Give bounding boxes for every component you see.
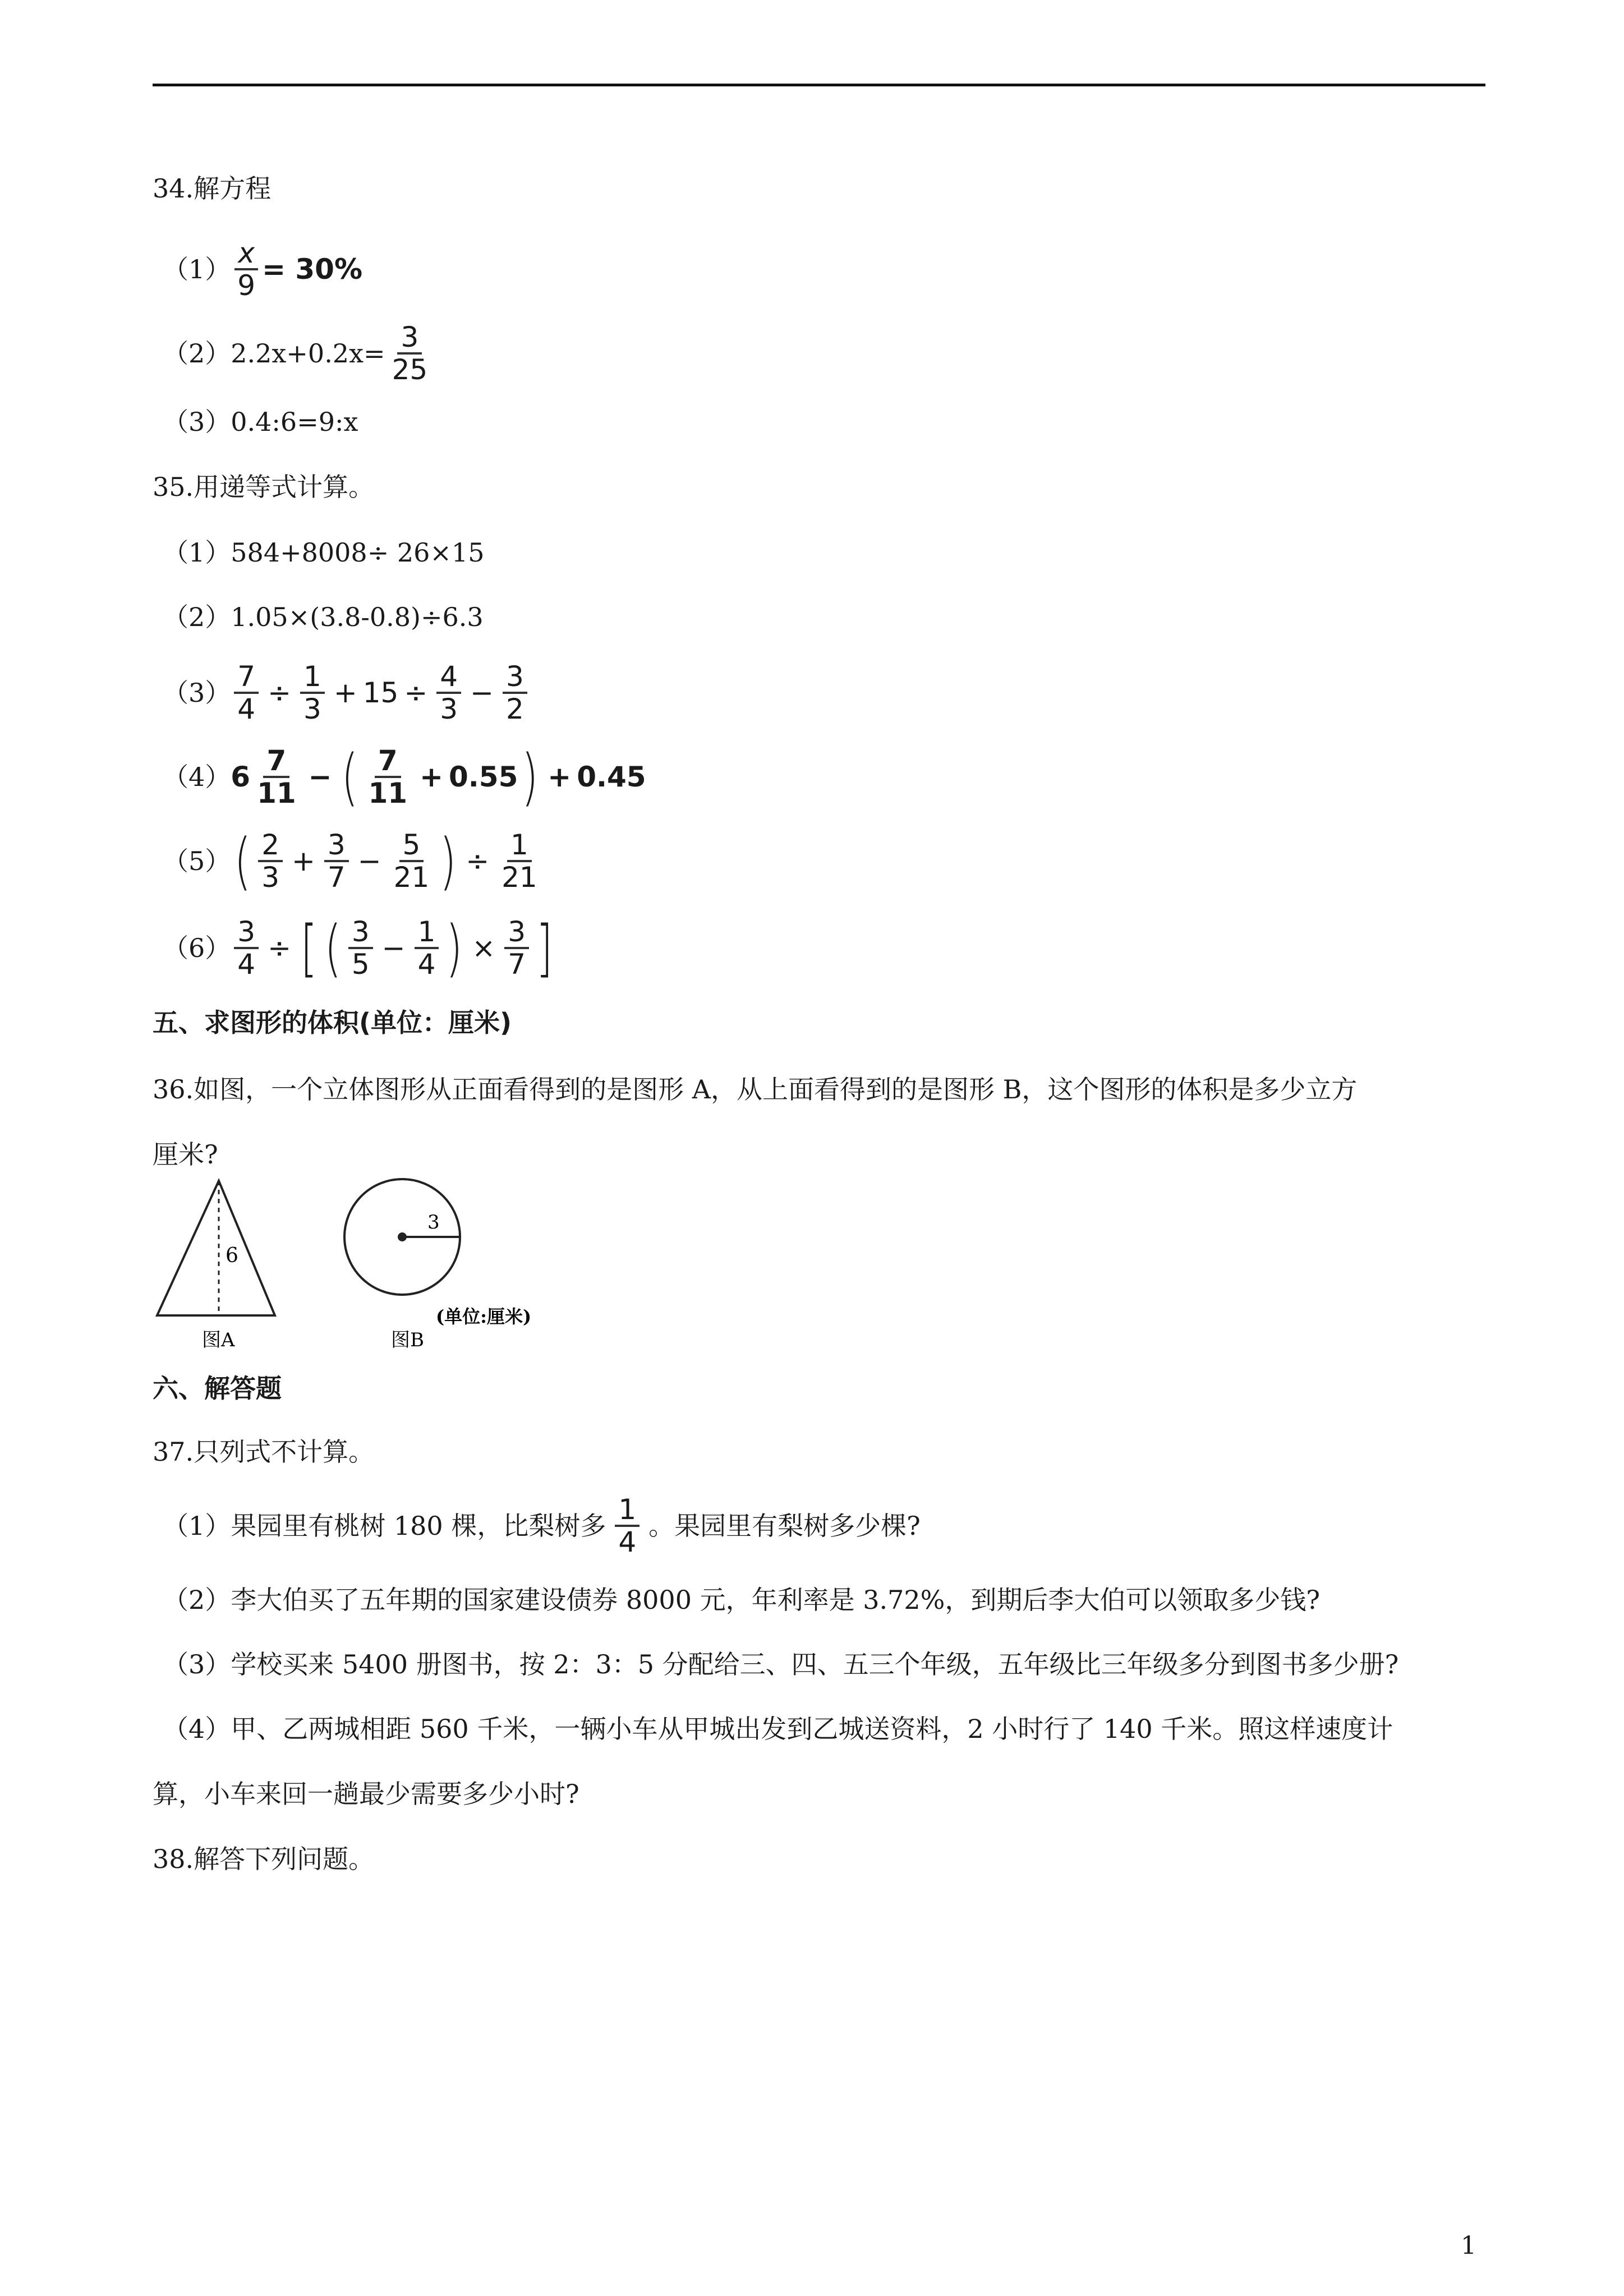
equation-lhs: 2.2x+0.2x=: [231, 338, 385, 369]
equation-text: 0.4:6=9:x: [231, 407, 358, 437]
q37-p1-question: 。果园里有梨树多少棵?: [648, 1511, 921, 1541]
q34-part1: [163, 238, 362, 300]
q34-p3-label: （3）: [163, 407, 231, 437]
q37-p2-text: 李大伯买了五年期的国家建设债券 8000 元，年利率是 3.72%，到期后李大伯可以领取多少钱?: [231, 1585, 1321, 1615]
expression-text: 584+8008÷ 26×15: [231, 537, 485, 568]
q38-title: 38.解答下列问题。: [153, 1844, 375, 1874]
q36-line1: 36.如图，一个立体图形从正面看得到的是图形 A，从上面看得到的是图形 B，这个图形的体积是多少立方: [153, 1074, 1358, 1105]
q34-p2-label: （2）: [163, 338, 231, 369]
q35-part3: [163, 659, 531, 726]
q35-p5-label: （5）: [163, 846, 231, 876]
q37-part3: [163, 1648, 1398, 1681]
fraction: [389, 322, 431, 385]
q36-figures: [147, 1175, 585, 1366]
q35-part5: [163, 825, 544, 898]
fraction: [615, 1494, 640, 1557]
page-number: 1: [1461, 2231, 1476, 2260]
q35-part1: [163, 536, 484, 569]
q37-part1: [163, 1495, 921, 1557]
q36-line2: 厘米?: [153, 1139, 218, 1170]
figure-b-caption: 图B: [391, 1329, 424, 1351]
section5-heading: 五、求图形的体积(单位：厘米): [153, 1007, 512, 1038]
section6-heading: 六、解答题: [153, 1373, 282, 1404]
denominator: 9: [237, 269, 256, 302]
q35-part6: [163, 912, 556, 984]
equation-rhs: = 30%: [262, 253, 363, 286]
fraction: [234, 238, 259, 301]
q37-title: 37.只列式不计算。: [153, 1437, 375, 1467]
q37-p3-label: （3）: [163, 1649, 231, 1680]
q34-p1-expression: [231, 238, 362, 301]
q35-part4: [163, 743, 646, 811]
q37-p4-label: （4）: [163, 1714, 231, 1744]
figure-a-height-label: 6: [226, 1244, 238, 1267]
q37-p2-label: （2）: [163, 1585, 231, 1615]
q35-p1-label: （1）: [163, 537, 231, 568]
q34-title: 34.解方程: [153, 173, 272, 204]
q35-p3-expression: $\frac{7}{4}$ ÷ $\frac{1}{3}$ + 15 ÷ $\frac{4}{3}$ − $\frac{3}{2}$: [231, 661, 531, 724]
q34-p1-label: （1）: [163, 254, 231, 284]
numerator: 1: [615, 1494, 640, 1527]
q35-p5-expression: ( $\frac{2}{3}$ + $\frac{3}{7}$ − $\frac{5}{21}$ ) ÷ $\frac{1}{21}$: [234, 825, 537, 897]
q35-p3-label: （3）: [163, 678, 231, 708]
denominator: 4: [618, 1526, 637, 1558]
numerator: x: [234, 238, 258, 270]
q35-p2-label: （2）: [163, 602, 231, 632]
q37-p1-label: （1）: [163, 1511, 231, 1541]
q37-p3-text: 学校买来 5400 册图书，按 2：3：5 分配给三、四、五三个年级，五年级比三年级多分到图书多少册?: [231, 1649, 1399, 1680]
numerator: 3: [397, 322, 422, 355]
denominator: 25: [392, 353, 428, 386]
header-rule: [153, 84, 1485, 86]
q37-p1-text: 果园里有桃树 180 棵，比梨树多: [231, 1511, 606, 1541]
figure-b-radius-label: 3: [427, 1211, 440, 1234]
q35-p6-label: （6）: [163, 933, 231, 963]
q37-part4: [163, 1712, 1393, 1746]
figure-a-triangle: [157, 1181, 275, 1351]
expression-text: 1.05×(3.8-0.8)÷6.3: [231, 602, 484, 632]
q35-part2: [163, 600, 484, 634]
figure-a-caption: 图A: [202, 1329, 235, 1351]
q37-part2: [163, 1583, 1320, 1617]
q37-part4-line2: 算，小车来回一趟最少需要多少小时?: [153, 1779, 579, 1809]
figure-b-unit: (单位:厘米): [436, 1306, 532, 1327]
q35-p4-expression: 6 $\frac{7}{11}$ − ( $\frac{7}{11}$ + 0.55 ) + 0.45: [231, 741, 646, 813]
q35-p6-expression: $\frac{3}{4}$ ÷ [ ( $\frac{3}{5}$ − $\frac{1}{4}$ ) × $\frac{3}{7}$ ]: [231, 917, 556, 979]
q34-part2: [163, 323, 434, 384]
figure-b-circle: [344, 1179, 531, 1351]
q35-title: 35.用递等式计算。: [153, 472, 375, 502]
q35-p4-label: （4）: [163, 762, 231, 792]
q37-p4-text: 甲、乙两城相距 560 千米，一辆小车从甲城出发到乙城送资料，2 小时行了 140 千米。照这样速度计: [231, 1714, 1393, 1744]
q34-part3: [163, 405, 358, 439]
